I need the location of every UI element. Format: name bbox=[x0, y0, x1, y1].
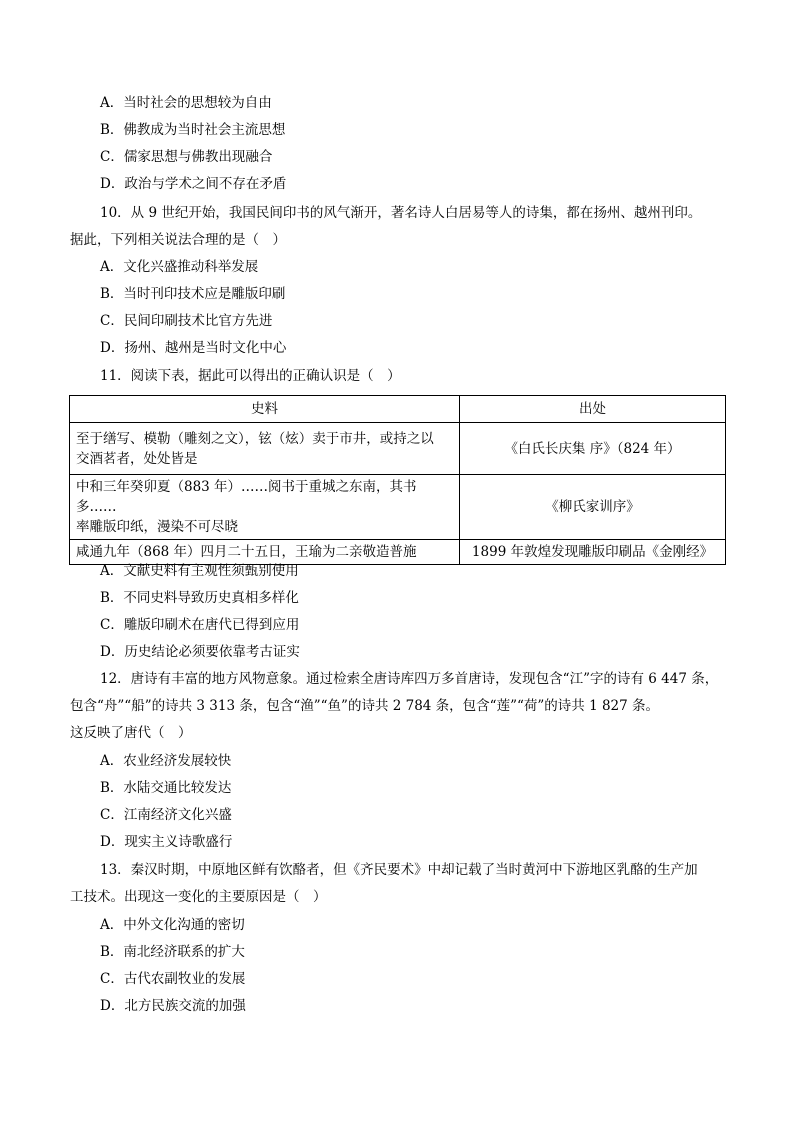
q13-stem: 13．秦汉时期，中原地区鲜有饮酪者，但《齐民要术》中却记载了当时黄河中下游地区乳酪的生产加 bbox=[100, 862, 698, 878]
table-row bbox=[70, 540, 726, 565]
q12-stem: 12．唐诗有丰富的地方风物意象。通过检索全唐诗库四万多首唐诗，发现包含“江”字的诗有 6 447 条， bbox=[100, 671, 719, 687]
source-table bbox=[69, 395, 726, 565]
q10-option-a: A．文化兴盛推动科举发展 bbox=[100, 259, 259, 275]
q12-option-c: C．江南经济文化兴盛 bbox=[100, 807, 232, 823]
q12-stem-cont2: 这反映了唐代（ ） bbox=[70, 725, 192, 741]
table-header-row bbox=[70, 396, 726, 423]
q9-option-a: A．当时社会的思想较为自由 bbox=[100, 95, 272, 111]
q10-stem: 10．从 9 世纪开始，我国民间印书的风气渐开，著名诗人白居易等人的诗集，都在扬州、越州刊印。 bbox=[100, 205, 702, 221]
q11-stem: 11．阅读下表，据此可以得出的正确认识是（ ） bbox=[100, 368, 401, 384]
table-row bbox=[70, 475, 726, 540]
q9-option-d: D．政治与学术之间不存在矛盾 bbox=[100, 176, 287, 192]
q10-option-d: D．扬州、越州是当时文化中心 bbox=[100, 340, 287, 356]
q12-stem-cont: 包含“舟”“船”的诗共 3 313 条，包含“渔”“鱼”的诗共 2 784 条，包含“莲”“荷”的诗共 1 827 条。 bbox=[70, 698, 660, 714]
q9-option-c: C．儒家思想与佛教出现融合 bbox=[100, 149, 273, 165]
q13-stem-cont: 工技术。出现这一变化的主要原因是（ ） bbox=[70, 889, 327, 905]
table-cell-text: 咸通九年（868 年）四月二十五日，王瑜为二亲敬造普施 bbox=[70, 540, 460, 565]
table-header-source-text: 史料 bbox=[70, 396, 460, 423]
q11-option-c: C．雕版印刷术在唐代已得到应用 bbox=[100, 617, 300, 633]
q9-option-b: B．佛教成为当时社会主流思想 bbox=[100, 122, 286, 138]
q12-option-b: B．水陆交通比较发达 bbox=[100, 780, 232, 796]
q13-option-c: C．古代农副牧业的发展 bbox=[100, 971, 246, 987]
q13-option-d: D．北方民族交流的加强 bbox=[100, 998, 246, 1014]
q10-option-b: B．当时刊印技术应是雕版印刷 bbox=[100, 286, 286, 302]
table-row bbox=[70, 423, 726, 475]
table-header-origin: 出处 bbox=[460, 396, 726, 423]
table-cell-source: 1899 年敦煌发现雕版印刷品《金刚经》 bbox=[460, 540, 726, 565]
q13-option-b: B．南北经济联系的扩大 bbox=[100, 944, 245, 960]
table-cell-text-line: 率雕版印纸，漫染不可尽晓 bbox=[76, 519, 238, 535]
table-cell-text bbox=[70, 475, 460, 540]
q10-stem-cont: 据此，下列相关说法合理的是（ ） bbox=[70, 232, 286, 248]
q13-option-a: A．中外文化沟通的密切 bbox=[100, 917, 245, 933]
table-cell-source: 《白氏长庆集 序》（824 年） bbox=[460, 423, 726, 475]
q12-option-d: D．现实主义诗歌盛行 bbox=[100, 834, 233, 850]
q11-option-b: B．不同史料导致历史真相多样化 bbox=[100, 590, 299, 606]
table-cell-text-line: 中和三年癸卯夏（883 年）……阅书于重城之东南，其书多…… bbox=[76, 479, 417, 515]
q12-option-a: A．农业经济发展较快 bbox=[100, 753, 232, 769]
table-cell-text bbox=[70, 423, 460, 475]
q11-option-a: A．文献史料有主观性须甄别使用 bbox=[100, 563, 299, 579]
table-cell-text-line: 交酒茗者，处处皆是 bbox=[76, 450, 198, 467]
q11-option-d: D．历史结论必须要依靠考古证实 bbox=[100, 644, 300, 660]
table-cell-source: 《柳氏家训序》 bbox=[460, 475, 726, 540]
table-cell-text-line: 至于缮写、模勒（雕刻之文），铉（炫）卖于市井，或持之以 bbox=[76, 430, 434, 447]
q10-option-c: C．民间印刷技术比官方先进 bbox=[100, 313, 273, 329]
